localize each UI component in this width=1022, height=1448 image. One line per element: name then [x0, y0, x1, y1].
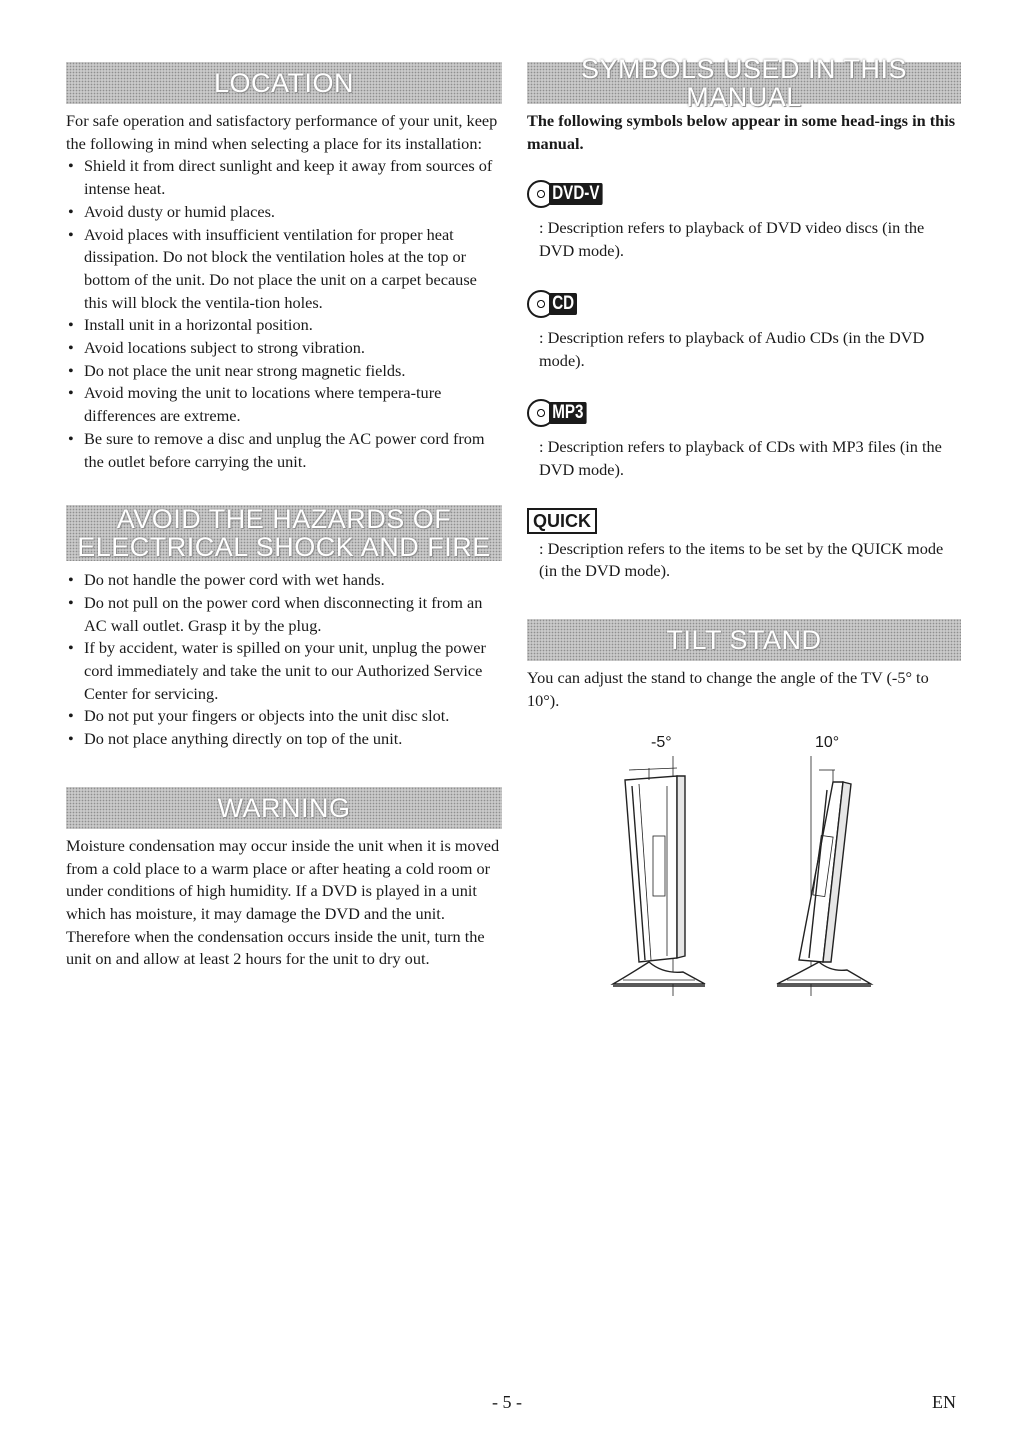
- location-bullet: • Do not place the unit near strong magnetic fields.: [66, 360, 502, 383]
- hazards-bullet: • If by accident, water is spilled on your unit, unplug the power cord immediately and take the unit to our Authorized Service Center for servicing.: [66, 637, 502, 705]
- mp3-icon: MP3: [527, 400, 596, 426]
- hazards-bullet: • Do not pull on the power cord when disconnecting it from an AC wall outlet. Grasp it by the plug.: [66, 592, 502, 637]
- warning-heading-text: WARNING: [217, 792, 351, 823]
- location-bullet: • Shield it from direct sunlight and keep it away from sources of intense heat.: [66, 155, 502, 200]
- tilt-heading: [527, 619, 961, 661]
- location-intro: For safe operation and satisfactory performance of your unit, keep the following in mind when selecting a place for its installation:: [66, 111, 498, 153]
- hazards-heading-line1: AVOID THE HAZARDS OF: [116, 503, 452, 534]
- hazards-bullets: [66, 569, 502, 751]
- symbol-dvd-video: [527, 181, 961, 262]
- tv-tilted-back: [613, 756, 705, 996]
- tv-tilt-diagram: [527, 726, 961, 1026]
- symbol-mp3: [527, 400, 961, 481]
- location-heading: [66, 62, 502, 104]
- location-bullet: • Install unit in a horizontal position.: [66, 314, 502, 337]
- symbol-desc: : Description refers to playback of DVD video discs (in the DVD mode).: [539, 218, 925, 261]
- symbols-heading: [527, 53, 961, 112]
- location-bullet: • Avoid moving the unit to locations where tempera-ture differences are extreme.: [66, 382, 502, 427]
- audio-cd-icon: CD: [527, 291, 584, 317]
- location-bullets: [66, 155, 502, 473]
- warning-heading: [66, 787, 502, 829]
- right-column: [527, 53, 961, 1026]
- location-bullet: • Avoid places with insufficient ventilation for proper heat dissipation. Do not block the ventilation holes at the top or bottom of the unit. Do not place the unit on a carpet because this will block the ventila-tion holes.: [66, 224, 502, 315]
- hazards-bullet: • Do not put your fingers or objects into the unit disc slot.: [66, 705, 502, 728]
- language-code: EN: [932, 1392, 956, 1412]
- hazards-heading: [66, 505, 502, 561]
- quick-icon: QUICK: [527, 508, 597, 534]
- angle-back-label: -5°: [651, 734, 672, 752]
- warning-text: Moisture condensation may occur inside the unit when it is moved from a cold place to a warm place or after heating a cold room or under conditions of high humidity. If a DVD is played in a unit which has moisture, it may damage the DVD and the unit. Therefore when the condensation occurs inside the unit, turn the unit on and allow at least 2 hours for the unit to dry out.: [66, 835, 500, 969]
- tilt-heading-text: TILT STAND: [666, 624, 822, 655]
- tilt-text: You can adjust the stand to change the angle of the TV (-5° to 10°).: [527, 668, 929, 710]
- location-bullet: • Avoid locations subject to strong vibration.: [66, 337, 502, 360]
- angle-forward-label: 10°: [815, 734, 840, 752]
- symbol-desc: : Description refers to playback of Audio CDs (in the DVD mode).: [539, 327, 925, 370]
- symbols-intro: The following symbols below appear in some head-ings in this manual.: [527, 111, 956, 153]
- location-heading-text: LOCATION: [213, 67, 354, 98]
- dvd-video-icon: DVD-V: [527, 181, 616, 207]
- hazards-heading-line2: ELECTRICAL SHOCK AND FIRE: [77, 532, 491, 563]
- symbol-quick: [527, 508, 961, 583]
- hazards-bullet: • Do not handle the power cord with wet hands.: [66, 569, 502, 592]
- symbol-audio-cd: [527, 291, 961, 372]
- page-number: - 5 -: [492, 1392, 522, 1412]
- location-bullet: • Avoid dusty or humid places.: [66, 201, 502, 224]
- symbol-desc: : Description refers to playback of CDs with MP3 files (in the DVD mode).: [539, 437, 942, 479]
- location-bullet: • Be sure to remove a disc and unplug the AC power cord from the outlet before carrying the unit.: [66, 428, 502, 473]
- left-column: [66, 62, 502, 971]
- tilt-illustration: [527, 726, 961, 1026]
- symbol-desc: : Description refers to the items to be set by the QUICK mode (in the DVD mode).: [539, 538, 944, 581]
- tv-tilted-forward: [777, 756, 871, 996]
- symbols-heading-text: SYMBOLS USED IN THIS MANUAL: [580, 53, 908, 112]
- hazards-bullet: • Do not place anything directly on top of the unit.: [66, 728, 502, 751]
